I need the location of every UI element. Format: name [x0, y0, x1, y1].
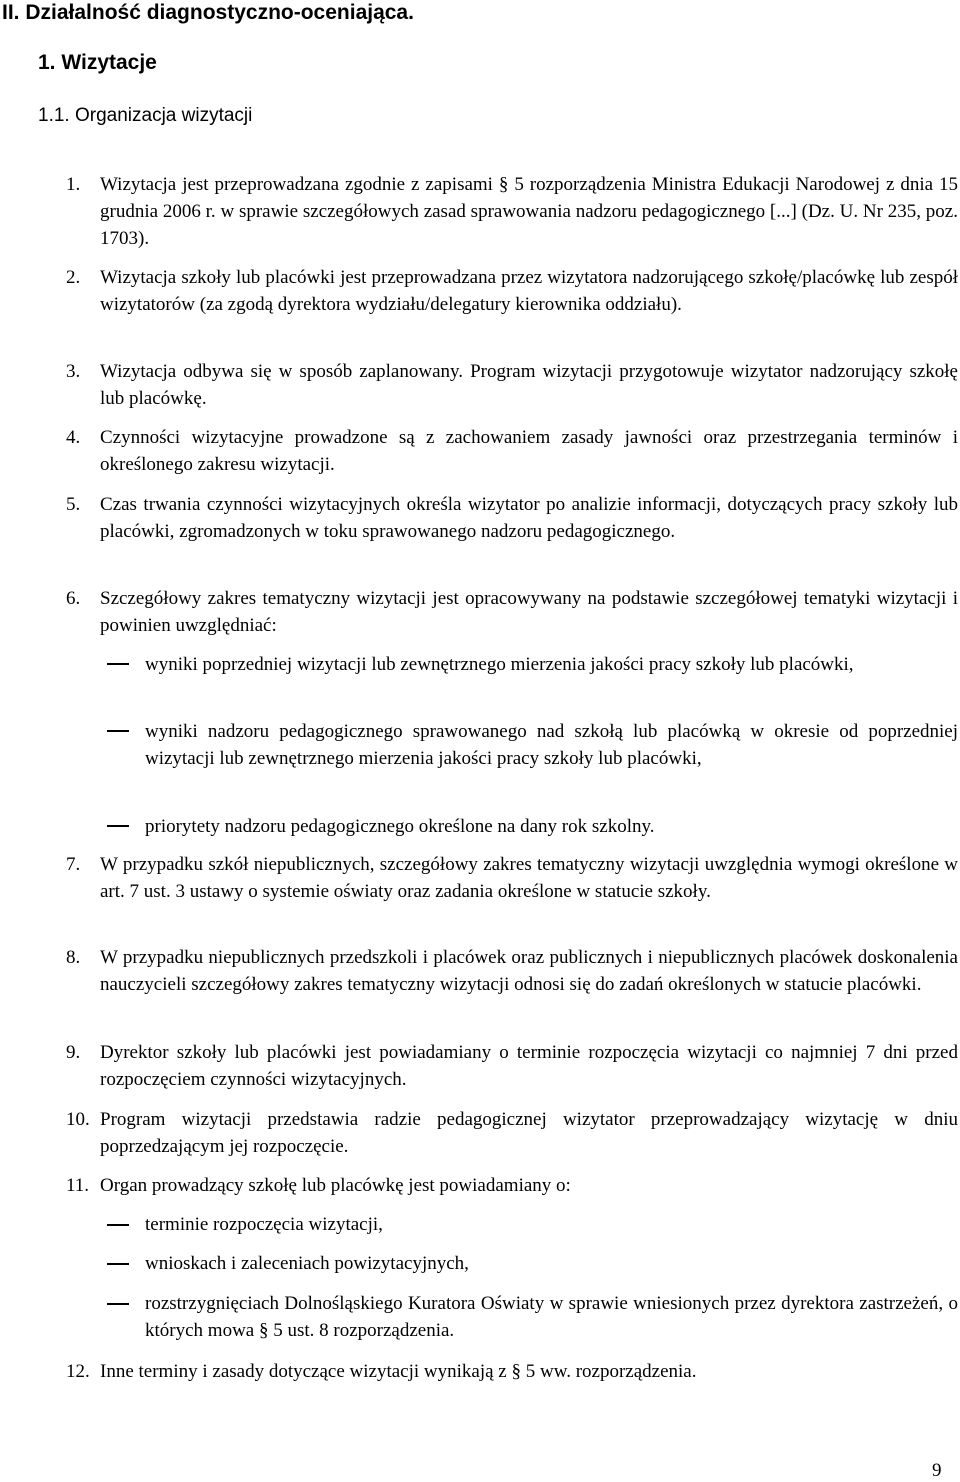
item-number: 6.: [66, 588, 81, 609]
bullet-text: rozstrzygnięciach Dolnośląskiego Kuratora Oświaty w sprawie wniesionych przez dyrektora zastrzeżeń, o których mowa § 5 ust. 8 rozporządzenia.: [145, 1293, 958, 1341]
bullet-dash: [107, 730, 129, 732]
item-number: 9.: [66, 1042, 81, 1063]
item-number: 8.: [66, 947, 81, 968]
item-text: Wizytacja jest przeprowadzana zgodnie z zapisami § 5 rozporządzenia Ministra Edukacji Narodowej z dnia 15 grudnia 2006 r. w sprawie szczegółowych zasad sprawowania nadzoru pedagogicznego [...] (Dz. U. Nr 235, poz. 1703).: [100, 174, 958, 249]
subsection-title: 1. Wizytacje: [38, 51, 157, 74]
page-number: 9: [932, 1460, 942, 1481]
bullet-text: priorytety nadzoru pedagogicznego określone na dany rok szkolny.: [145, 816, 655, 837]
bullet-text: wyniki nadzoru pedagogicznego sprawowanego nad szkołą lub placówką w okresie od poprzedniej wizytacji lub zewnętrznego mierzenia jakości pracy szkoły lub placówki,: [145, 721, 958, 769]
item-text: W przypadku szkół niepublicznych, szczegółowy zakres tematyczny wizytacji uwzględnia wymogi określone w art. 7 ust. 3 ustawy o systemie oświaty oraz zadania określone w statucie szkoły.: [100, 854, 958, 902]
item-number: 11.: [66, 1175, 90, 1196]
item-text: Program wizytacji przedstawia radzie pedagogicznej wizytator przeprowadzający wizytację w dniu poprzedzającym jej rozpoczęcie.: [100, 1109, 958, 1157]
item-number: 7.: [66, 854, 81, 875]
item-number: 4.: [66, 427, 81, 448]
item-text: Dyrektor szkoły lub placówki jest powiadamiany o terminie rozpoczęcia wizytacji co najmniej 7 dni przed rozpoczęciem czynności wizytacyjnych.: [100, 1042, 958, 1090]
item-text: Wizytacja szkoły lub placówki jest przeprowadzana przez wizytatora nadzorującego szkołę/placówkę lub zespół wizytatorów (za zgodą dyrektora wydziału/delegatury kierownika oddziału).: [100, 267, 958, 315]
section-title: II. Działalność diagnostyczno-oceniająca.: [2, 1, 414, 24]
item-number: 1.: [66, 174, 81, 195]
bullet-text: wyniki poprzedniej wizytacji lub zewnętrznego mierzenia jakości pracy szkoły lub placówki,: [145, 654, 854, 675]
bullet-text: wnioskach i zaleceniach powizytacyjnych,: [145, 1253, 469, 1274]
item-text: Wizytacja odbywa się w sposób zaplanowany. Program wizytacji przygotowuje wizytator nadzorujący szkołę lub placówkę.: [100, 361, 958, 409]
bullet-text: terminie rozpoczęcia wizytacji,: [145, 1214, 383, 1235]
item-text: Czynności wizytacyjne prowadzone są z zachowaniem zasady jawności oraz przestrzegania terminów i określonego zakresu wizytacji.: [100, 427, 958, 475]
bullet-dash: [107, 1263, 129, 1265]
item-text: W przypadku niepublicznych przedszkoli i placówek oraz publicznych i niepublicznych placówek doskonalenia nauczycieli szczegółowy zakres tematyczny wizytacji odnosi się do zadań określonych w statucie placówki.: [100, 947, 958, 995]
subsubsection-title: 1.1. Organizacja wizytacji: [38, 105, 253, 126]
item-number: 2.: [66, 267, 81, 288]
bullet-dash: [107, 1224, 129, 1226]
item-text: Szczegółowy zakres tematyczny wizytacji jest opracowywany na podstawie szczegółowej tematyki wizytacji i powinien uwzględniać:: [100, 588, 958, 636]
item-text: Czas trwania czynności wizytacyjnych określa wizytator po analizie informacji, dotyczących pracy szkoły lub placówki, zgromadzonych w toku sprawowanego nadzoru pedagogicznego.: [100, 494, 958, 542]
bullet-dash: [107, 1303, 129, 1305]
item-text: Organ prowadzący szkołę lub placówkę jest powiadamiany o:: [100, 1175, 571, 1196]
item-number: 10.: [66, 1109, 90, 1130]
bullet-dash: [107, 663, 129, 665]
bullet-dash: [107, 825, 129, 827]
item-number: 3.: [66, 361, 81, 382]
item-number: 5.: [66, 494, 81, 515]
item-text: Inne terminy i zasady dotyczące wizytacji wynikają z § 5 ww. rozporządzenia.: [100, 1361, 697, 1382]
item-number: 12.: [66, 1361, 90, 1382]
